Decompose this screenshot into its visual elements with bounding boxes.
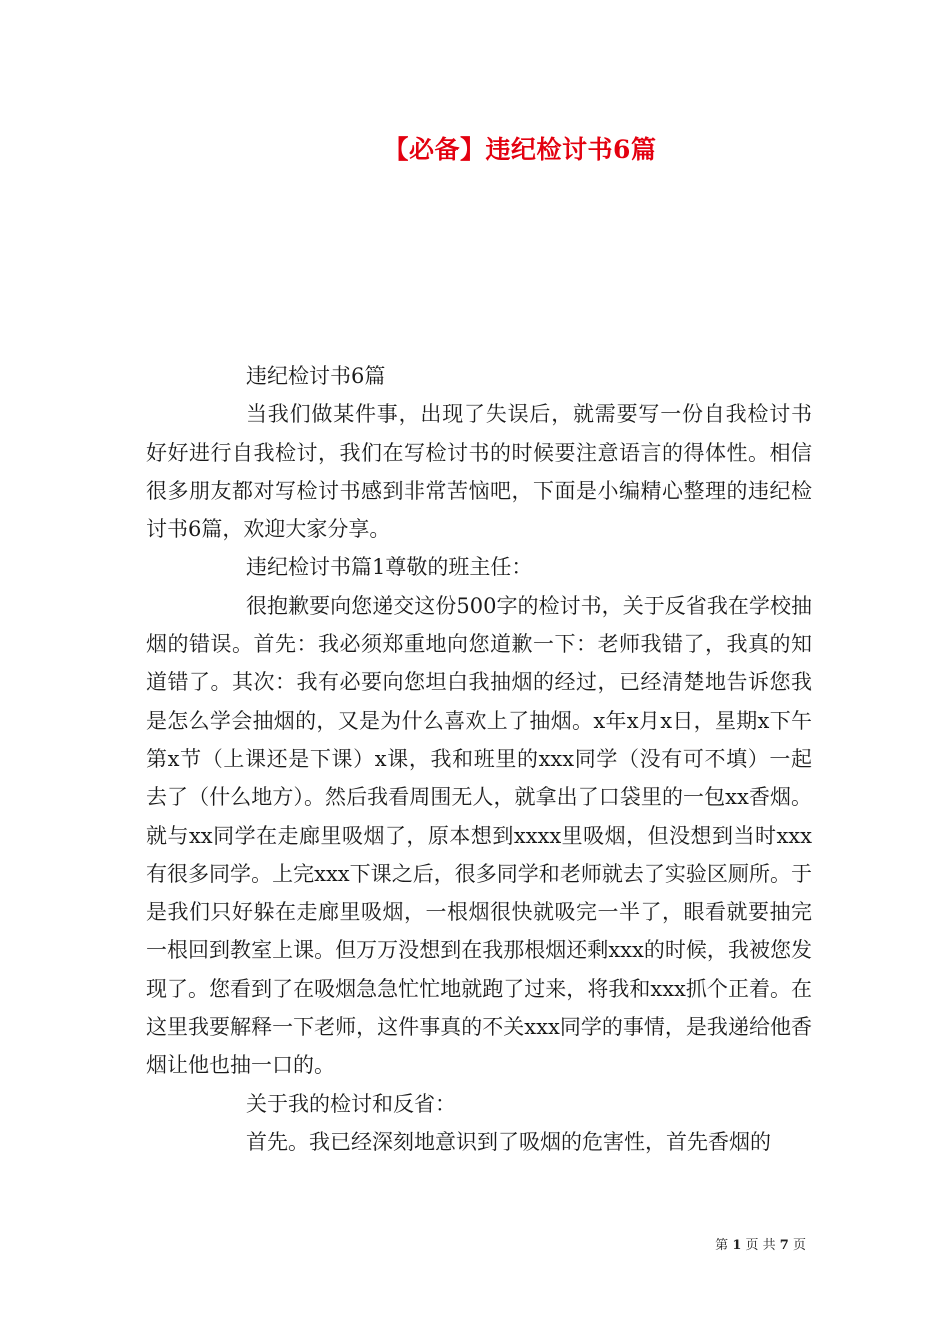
paragraph-reflection-title: 关于我的检讨和反省： bbox=[246, 1091, 456, 1116]
footer-prefix: 第 bbox=[715, 1238, 729, 1253]
paragraph-main: 很抱歉要向您递交这份500字的检讨书，关于反省我在学校抽烟的错误。首先：我必须郑重地向您道歉一下：老师我错了，我真的知道错了。其次：我有必要向您坦白我抽烟的经过，已经清楚地告诉您我是怎么学会抽烟的，又是为什么喜欢上了抽烟。x年x月x日，星期x下午第x节（上课还是下课）x课，我和班里的xxx同学（没有可不填）一起去了（什么地方）。然后我看周围无人，就拿出了口袋里的一包xx香烟。就与xx同学在走廊里吸烟了，原本想到xxxx里吸烟，但没想到当时xxx有很多同学。上完xxx下课之后，很多同学和老师就去了实验区厕所。于是我们只好躲在走廊里吸烟，一根烟很快就吸完一半了，眼看就要抽完一根回到教室上课。但万万没想到在我那根烟还剩xxx的时候，我被您发现了。您看到了在吸烟急急忙忙地就跑了过来，将我和xxx抓个正着。在这里我要解释一下老师，这件事真的不关xxx同学的事情，是我递给他香烟让他也抽一口的。 bbox=[146, 593, 812, 1078]
paragraph-section-title: 违纪检讨书篇1尊敬的班主任： bbox=[246, 555, 533, 580]
footer-total-pages: 7 bbox=[779, 1238, 789, 1253]
page-number-footer bbox=[0, 1234, 806, 1253]
footer-current-page: 1 bbox=[732, 1238, 742, 1253]
paragraph-intro: 当我们做某件事，出现了失误后，就需要写一份自我检讨书好好进行自我检讨，我们在写检讨书的时候要注意语言的得体性。相信很多朋友都对写检讨书感到非常苦恼吧，下面是小编精心整理的违纪检讨书6篇，欢迎大家分享。 bbox=[146, 402, 812, 542]
document-body bbox=[146, 357, 812, 1161]
paragraph-reflection-start: 首先。我已经深刻地意识到了吸烟的危害性，首先香烟的 bbox=[246, 1129, 771, 1154]
paragraph-heading: 违纪检讨书6篇 bbox=[246, 364, 386, 388]
footer-middle: 页 共 bbox=[745, 1238, 776, 1253]
document-title: 【必备】违纪检讨书6篇 bbox=[383, 135, 657, 164]
footer-suffix: 页 bbox=[792, 1238, 806, 1253]
